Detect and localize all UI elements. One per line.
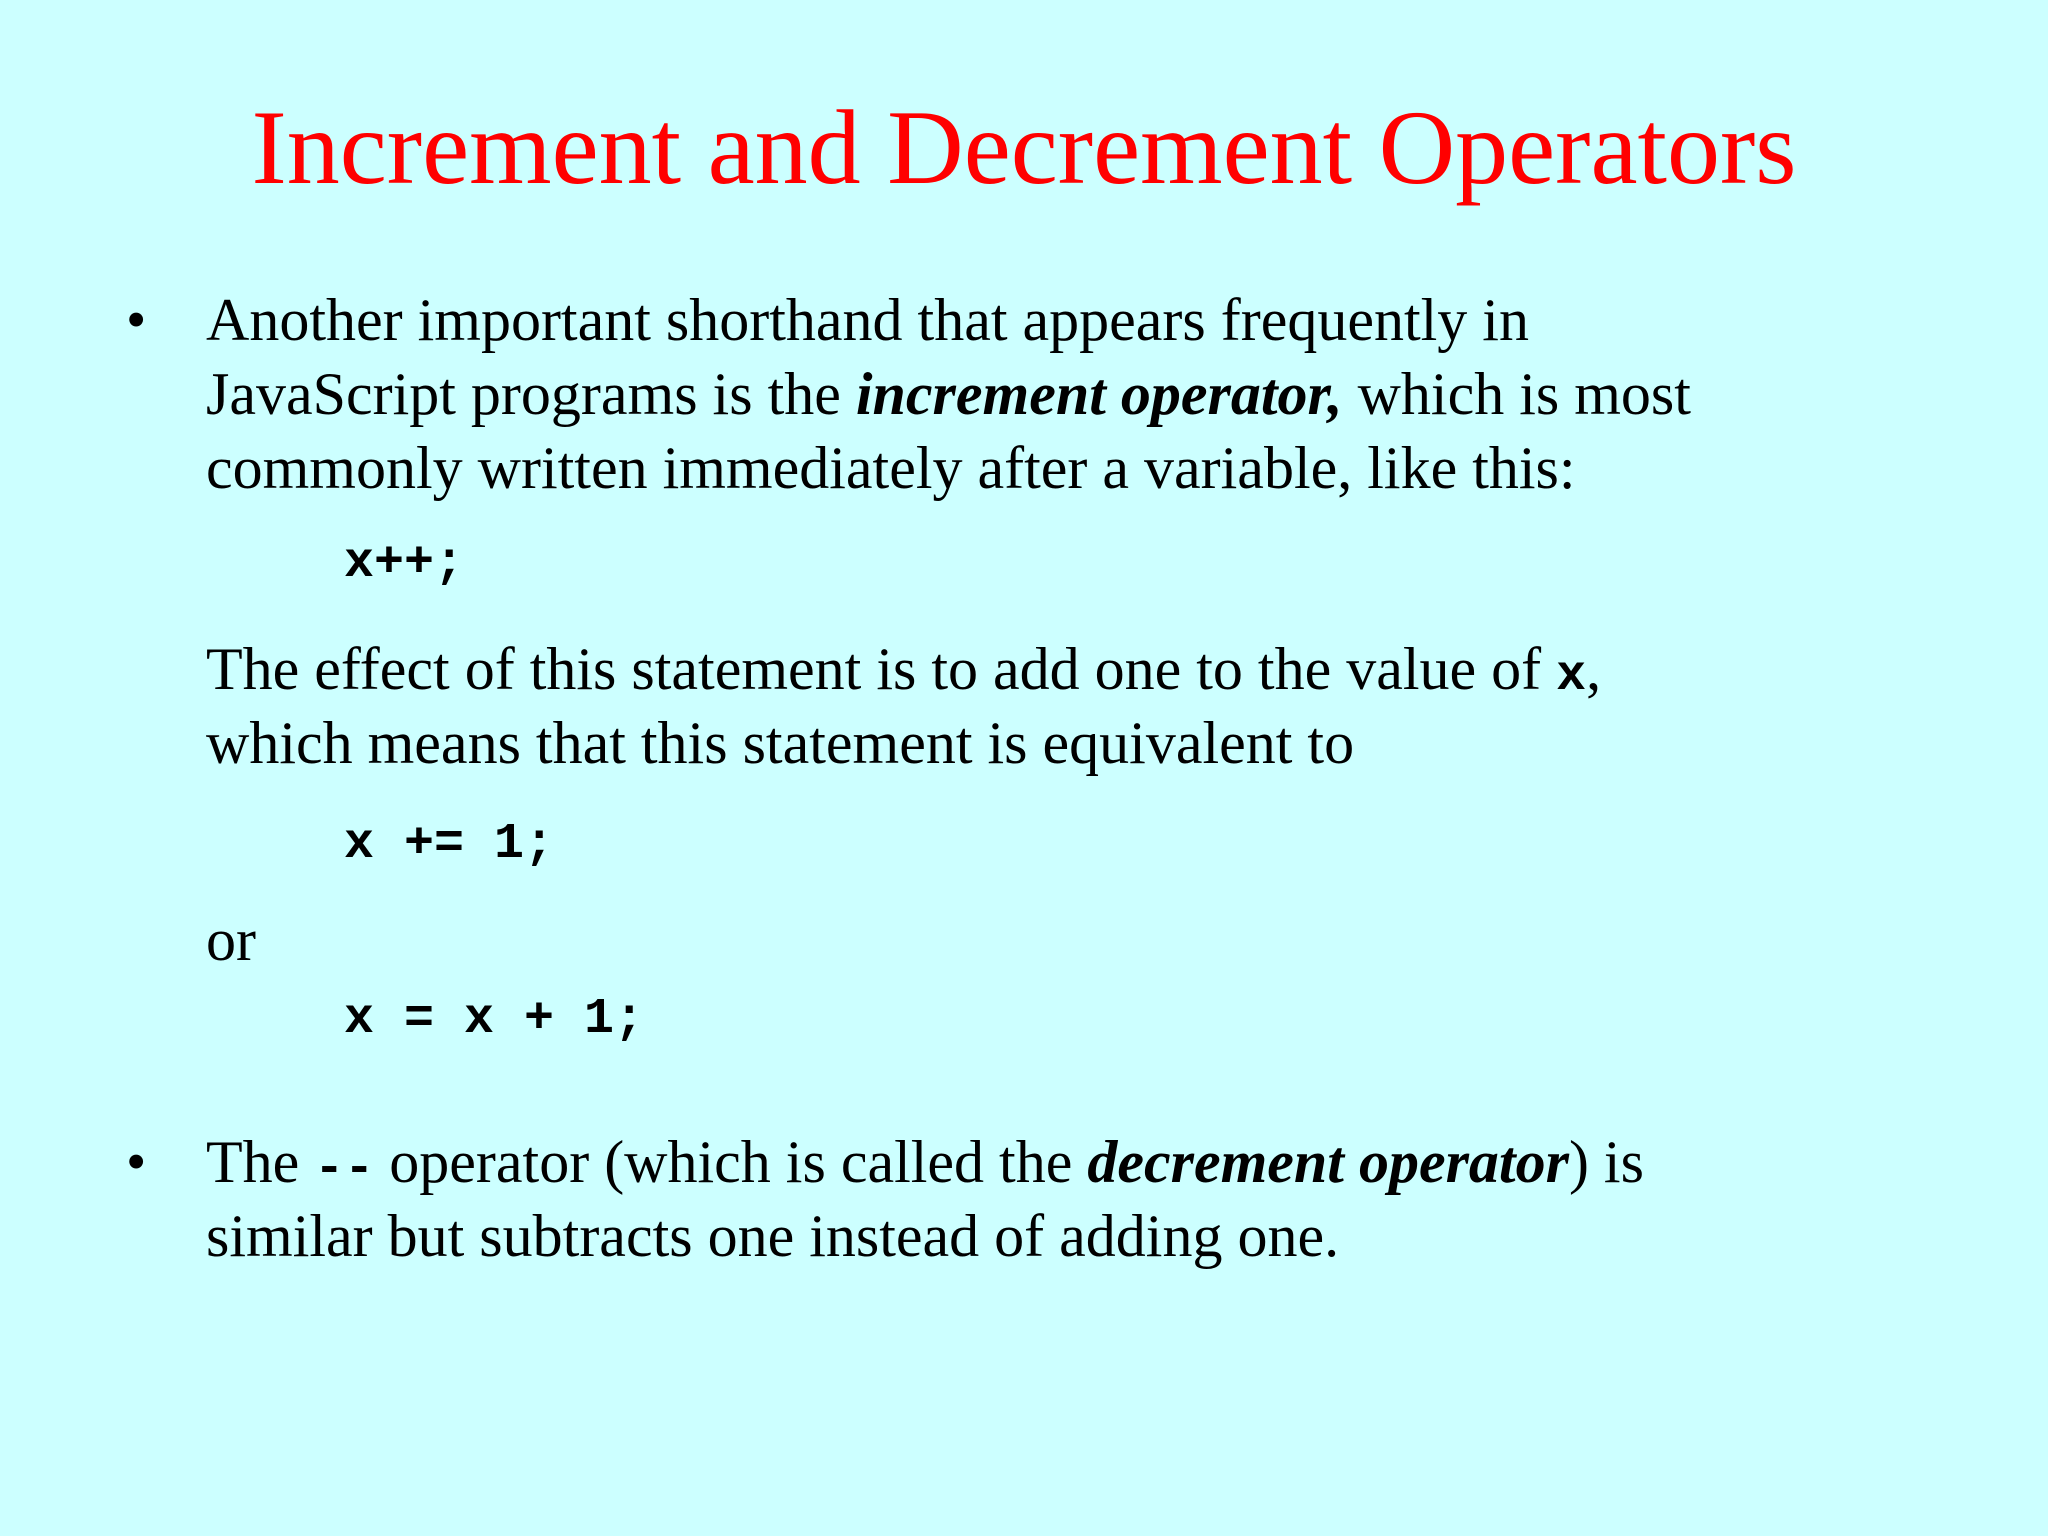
bullet2-line1-start: The [206, 1129, 315, 1195]
code-example-assignment: x = x + 1; [344, 991, 645, 1048]
bullet1-line2-end: which is most [1342, 361, 1691, 427]
bullet2-line1 [206, 1125, 2006, 1207]
bullet1-line3: commonly written immediately after a variable, like this: [206, 435, 1576, 501]
or-text: or [206, 907, 256, 973]
code-example-increment: x++; [344, 535, 465, 592]
decrement-operator-code: -- [314, 1141, 375, 1198]
bullet1-line1: Another important shorthand that appears frequently in [206, 287, 1529, 353]
effect-line2: which means that this statement is equivalent to [206, 710, 1355, 776]
bullet-marker-2: • [126, 1129, 147, 1194]
bullet1-line2-start: JavaScript programs is the [206, 361, 856, 427]
effect-line1-start: The effect of this statement is to add one to the value of [206, 636, 1557, 702]
effect-line1 [206, 632, 2006, 714]
bullet2-line1-end: ) is [1568, 1129, 1644, 1195]
slide-title: Increment and Decrement Operators [251, 89, 1797, 206]
bullet-marker-1: • [126, 287, 147, 352]
code-example-plus-equals: x += 1; [344, 816, 555, 873]
bullet1-line2 [206, 357, 2006, 431]
increment-operator-term: increment operator, [855, 361, 1343, 427]
bullet2-line2: similar but subtracts one instead of adding one. [206, 1203, 1340, 1269]
effect-line1-end: , [1586, 636, 1602, 702]
bullet2-line1-middle: operator (which is called the [374, 1129, 1088, 1195]
variable-x-code: x [1556, 648, 1587, 705]
decrement-operator-term: decrement operator [1087, 1129, 1569, 1195]
